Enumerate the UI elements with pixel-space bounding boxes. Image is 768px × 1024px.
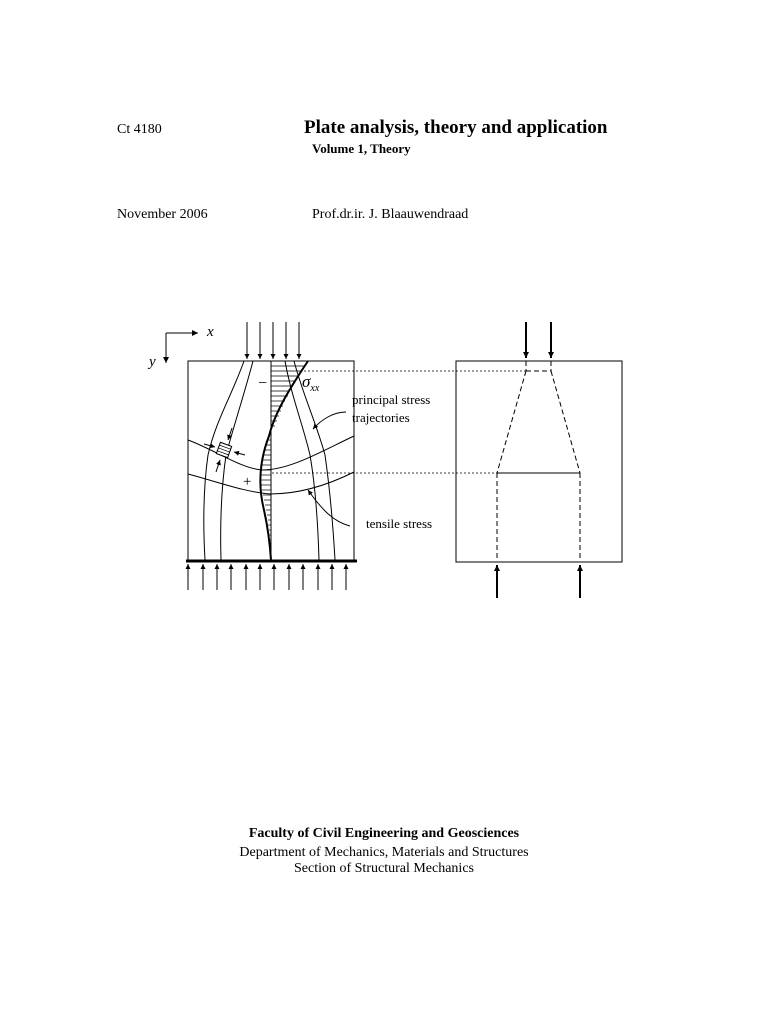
footer-department: Department of Mechanics, Materials and Structures (239, 845, 529, 860)
compression-struts (497, 361, 580, 561)
course-code: Ct 4180 (117, 122, 162, 137)
label-principal-stress-2: trajectories (352, 410, 410, 425)
principal-stress-leader (313, 412, 346, 429)
document-subtitle: Volume 1, Theory (312, 141, 411, 156)
label-principal-stress-1: principal stress (352, 392, 431, 407)
author-name: Prof.dr.ir. J. Blaauwendraad (312, 207, 469, 222)
right-plate-top-arrows (526, 322, 551, 358)
bottom-load-arrows (188, 564, 346, 590)
footer-section: Section of Structural Mechanics (293, 861, 474, 876)
publication-date: November 2006 (117, 207, 208, 222)
stress-hatching (261, 366, 305, 540)
coordinate-axes (166, 333, 198, 363)
label-tensile-stress: tensile stress (366, 516, 433, 531)
axis-x-label: x (207, 324, 214, 340)
footer-faculty: Faculty of Civil Engineering and Geosciences (248, 826, 520, 841)
tensile-stress-leader (308, 490, 350, 526)
plus-sign: + (243, 474, 252, 490)
document-title: Plate analysis, theory and application (304, 117, 608, 138)
top-load-arrows (247, 322, 299, 359)
minus-sign: − (258, 375, 268, 392)
axis-y-label: y (149, 354, 156, 370)
right-plate-outline (456, 361, 622, 562)
sigma-label: $\sigma_{xx}$ (302, 372, 320, 394)
right-plate-bottom-arrows (497, 565, 580, 598)
